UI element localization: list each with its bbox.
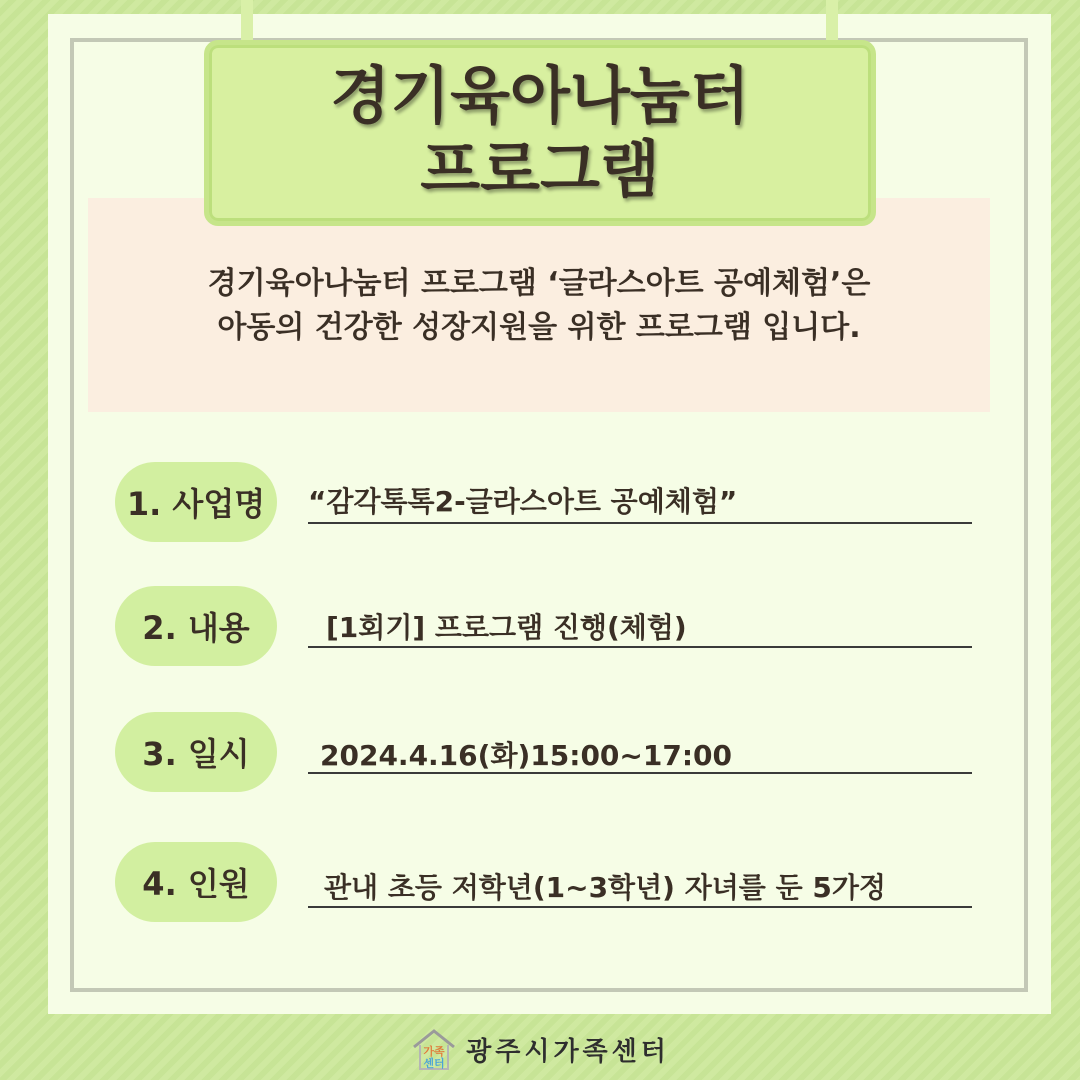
- item-value-datetime: 2024.4.16(화)15:00~17:00: [308, 734, 972, 774]
- description-line-1: 경기육아나눔터 프로그램 ‘글라스아트 공예체험’은: [207, 266, 871, 301]
- family-center-logo-icon: [410, 1025, 458, 1073]
- title-box: [204, 40, 876, 226]
- item-label-content: 2. 내용: [115, 586, 277, 666]
- footer: [0, 1018, 1080, 1080]
- item-label-people: 4. 인원: [115, 842, 277, 922]
- logo-text-bottom: 센터: [423, 1057, 445, 1070]
- organization-name: 광주시가족센터: [466, 1036, 670, 1067]
- item-value-name: “감각톡톡2-글라스아트 공예체험”: [308, 480, 972, 524]
- logo-text-top: 가족: [423, 1045, 445, 1058]
- item-value-content: [1회기] 프로그램 진행(체험): [308, 606, 972, 648]
- hanger-left: [241, 0, 253, 42]
- item-value-people: 관내 초등 저학년(1~3학년) 자녀를 둔 5가정: [308, 866, 972, 908]
- description-box: [88, 198, 990, 412]
- title-line-2: 프로그램: [420, 133, 660, 206]
- hanger-right: [826, 0, 838, 42]
- item-label-datetime: 3. 일시: [115, 712, 277, 792]
- item-label-name: 1. 사업명: [115, 462, 277, 542]
- title-line-1: 경기육아나눔터: [330, 59, 750, 132]
- description-line-2: 아동의 건강한 성장지원을 위한 프로그램 입니다.: [217, 310, 861, 345]
